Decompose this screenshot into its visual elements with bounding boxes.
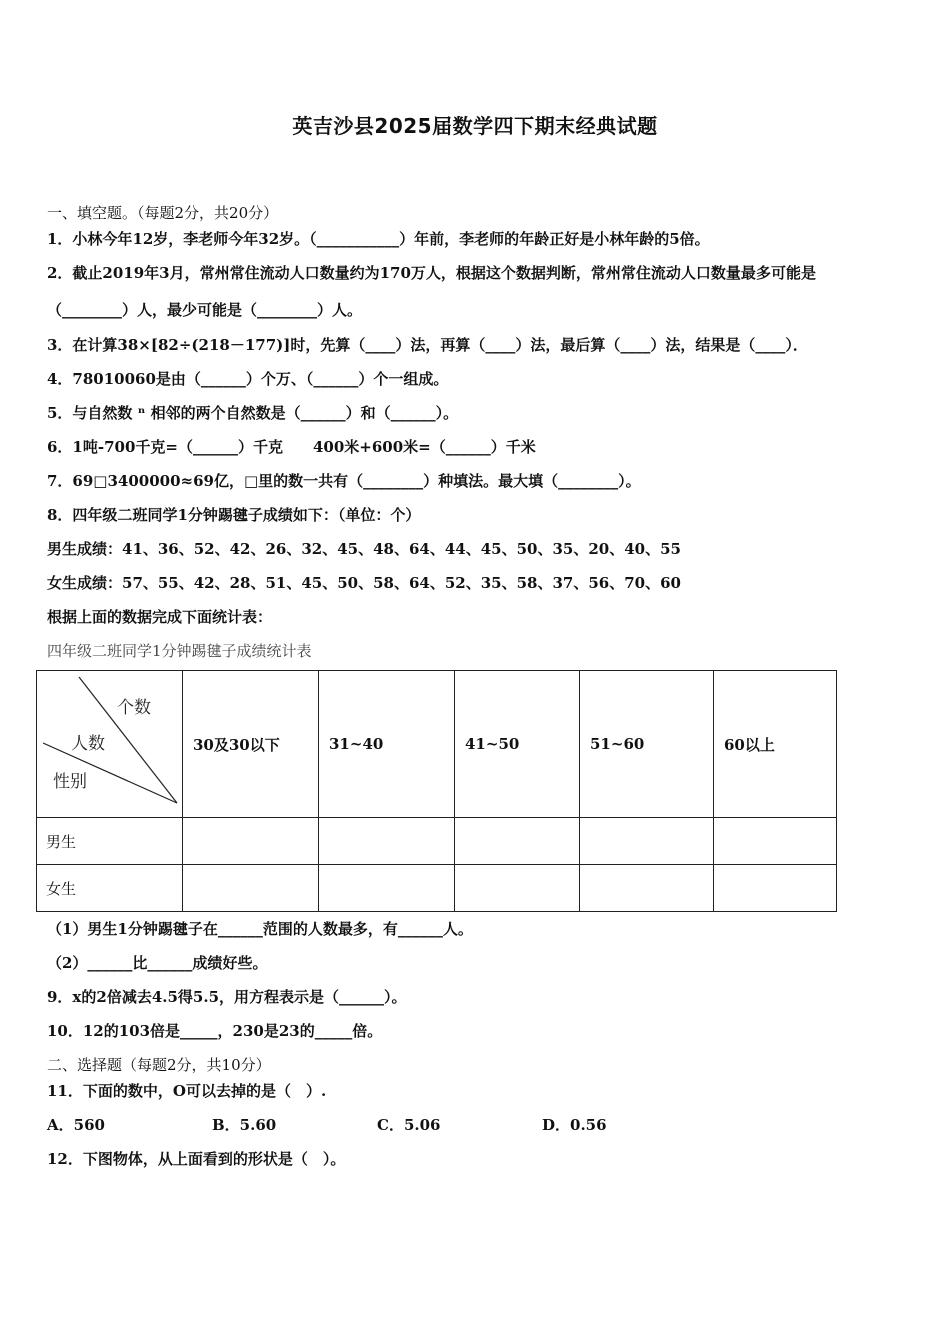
question-12: 12．下图物体，从上面看到的形状是（ ）。 <box>47 1150 346 1168</box>
table-row-girls <box>37 865 837 912</box>
table-cell[interactable] <box>580 865 714 912</box>
question-8-part-1: （1）男生1分钟踢毽子在______范围的人数最多，有______人。 <box>47 920 473 938</box>
option-a[interactable]: A．560 <box>47 1116 105 1134</box>
question-8-instruction: 根据上面的数据完成下面统计表： <box>47 608 273 626</box>
table-cell[interactable] <box>714 865 837 912</box>
table-cell[interactable] <box>714 818 837 865</box>
question-11: 11．下面的数中，O可以去掉的是（ ）. <box>47 1082 327 1100</box>
question-3: 3．在计算38×[82÷(218－177)]时，先算（____）法，再算（____）法，最后算（____）法，结果是（____）． <box>47 336 808 354</box>
corner-label-gender: 性别 <box>53 772 87 792</box>
header-range-4: 51~60 <box>580 671 714 818</box>
corner-label-people: 人数 <box>71 734 105 754</box>
table-cell[interactable] <box>580 818 714 865</box>
section-1-heading: 一、填空题。（每题2分，共20分） <box>47 204 279 222</box>
question-6: 6．1吨-700千克=（______）千克 400米+600米=（______）千米 <box>47 438 536 456</box>
table-header-row <box>37 671 837 818</box>
option-c[interactable]: C．5.06 <box>377 1116 441 1134</box>
table-corner-cell <box>37 671 183 818</box>
table-caption: 四年级二班同学1分钟踢毽子成绩统计表 <box>47 642 312 660</box>
question-7: 7．69□3400000≈69亿，□里的数一共有（________）种填法。最大填（________）。 <box>47 472 641 490</box>
section-2-heading: 二、选择题（每题2分，共10分） <box>47 1056 271 1074</box>
header-range-1: 30及30以下 <box>183 671 319 818</box>
table-cell[interactable] <box>455 865 580 912</box>
row-label-boys: 男生 <box>37 818 183 865</box>
question-9: 9．x的2倍减去4.5得5.5，用方程表示是（______）。 <box>47 988 407 1006</box>
page-title: 英吉沙县2025届数学四下期末经典试题 <box>292 114 658 138</box>
header-range-2: 31~40 <box>319 671 455 818</box>
question-5: 5．与自然数 ⁿ 相邻的两个自然数是（______）和（______）。 <box>47 404 459 422</box>
question-8: 8．四年级二班同学1分钟踢毽子成绩如下：（单位：个） <box>47 506 421 524</box>
row-label-girls: 女生 <box>37 865 183 912</box>
header-range-5: 60以上 <box>714 671 837 818</box>
table-cell[interactable] <box>319 865 455 912</box>
table-cell[interactable] <box>319 818 455 865</box>
header-range-3: 41~50 <box>455 671 580 818</box>
question-8-girls-scores: 女生成绩：57、55、42、28、51、45、50、58、64、52、35、58、37、56、70、60 <box>47 574 681 592</box>
table-cell[interactable] <box>183 865 319 912</box>
table-cell[interactable] <box>455 818 580 865</box>
question-4: 4．78010060是由（______）个万、（______）个一组成。 <box>47 370 449 388</box>
question-2-line-1: 2．截止2019年3月，常州常住流动人口数量约为170万人，根据这个数据判断，常州常住流动人口数量最多可能是 <box>47 264 816 282</box>
question-1: 1．小林今年12岁，李老师今年32岁。（___________）年前，李老师的年龄正好是小林年龄的5倍。 <box>47 230 710 248</box>
question-8-boys-scores: 男生成绩：41、36、52、42、26、32、45、48、64、44、45、50、35、20、40、55 <box>47 540 681 558</box>
question-8-part-2: （2）______比______成绩好些。 <box>47 954 268 972</box>
question-10: 10．12的103倍是_____，230是23的_____倍。 <box>47 1022 383 1040</box>
option-b[interactable]: B．5.60 <box>212 1116 277 1134</box>
statistics-table <box>36 670 837 912</box>
option-d[interactable]: D．0.56 <box>542 1116 607 1134</box>
corner-label-count: 个数 <box>117 698 151 718</box>
table-row-boys <box>37 818 837 865</box>
diagonal-lines <box>37 671 182 818</box>
table-cell[interactable] <box>183 818 319 865</box>
question-2-line-2: （________）人，最少可能是（________）人。 <box>47 301 363 319</box>
